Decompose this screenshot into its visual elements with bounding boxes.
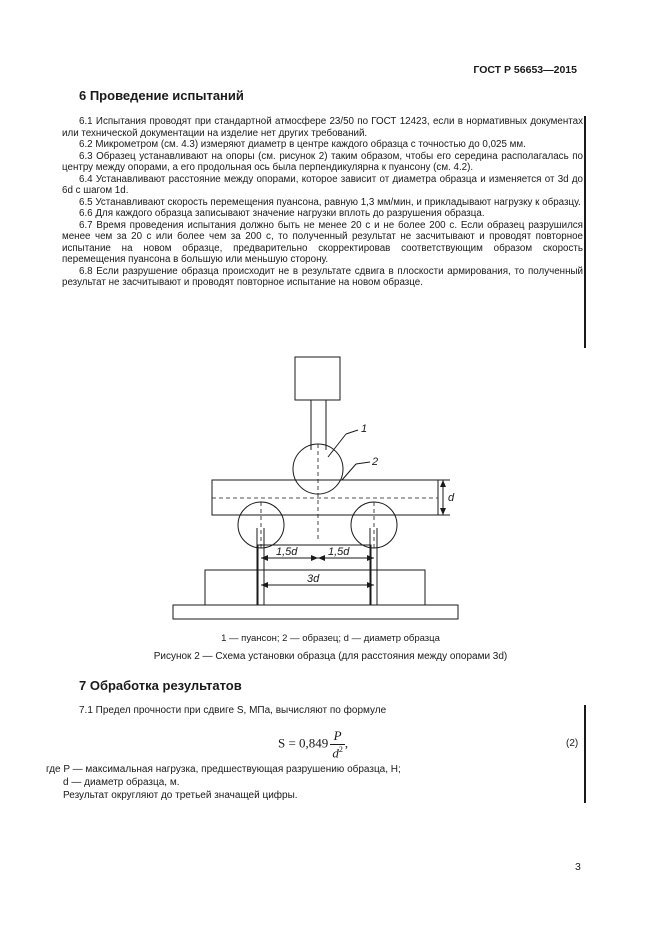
paragraph: 6.1 Испытания проводят при стандартной атмосфере 23/50 по ГОСТ 12423, если в нормативных документах или технической документации на изделие нет других требований. — [62, 116, 583, 139]
formula-trail: , — [344, 735, 349, 751]
definition-line: где P — максимальная нагрузка, предшествующая разрушению образца, Н; — [46, 764, 401, 775]
section-7-title: 7 Обработка результатов — [79, 678, 242, 693]
rounding-note: Результат округляют до третьей значащей цифры. — [63, 790, 298, 801]
definition-line: d — диаметр образца, м. — [63, 777, 180, 788]
punch-body — [295, 357, 340, 400]
label-diameter: d — [448, 492, 455, 504]
section-6-title: 6 Проведение испытаний — [79, 88, 244, 103]
paragraph: 6.5 Устанавливают скорость перемещения пуансона, равную 1,3 мм/мин, и прикладывают нагрузку к образцу. — [79, 196, 581, 208]
label-punch: 1 — [361, 423, 368, 435]
paragraph: 6.4 Устанавливают расстояние между опорами, которое зависит от диаметра образца и изменяется от 3d до 6d с шагом 1d. — [62, 173, 583, 196]
paragraph: 6.6 Для каждого образца записывают значение нагрузки вплоть до разрушения образца. — [79, 208, 485, 219]
formula-intro: 7.1 Предел прочности при сдвиге S, МПа, вычисляют по формуле — [79, 705, 387, 716]
figure-2 — [160, 352, 505, 637]
formula-lhs: S = 0,849 — [278, 735, 329, 751]
formula-definitions — [46, 763, 401, 802]
formula-numerator: P — [330, 728, 345, 745]
paragraph: 6.7 Время проведения испытания должно быть не менее 20 с и не более 200 с. Если образец разрушился менее чем за 20 с или более чем за 200 с, то полученный результат не засчитывают и проводят повторное испытание на новом образце, предварительно скорректировав соответствующим образом скорость перемещения пуансона в большую или меньшую сторону. — [62, 219, 583, 265]
figure-legend: 1 — пуансон; 2 — образец; d — диаметр образца — [221, 633, 440, 644]
formula-exponent: 2 — [338, 745, 343, 754]
formula-fraction — [330, 728, 345, 761]
paragraph: 6.3 Образец устанавливают на опоры (см. рисунок 2) таким образом, чтобы его середина располагалась по центру между опорами, а его продольная ось была перпендикулярна к пуансону (см. 4.2). — [62, 150, 583, 173]
formula-denominator: d — [332, 745, 339, 761]
page-number: 3 — [575, 861, 581, 873]
figure-caption: Рисунок 2 — Схема установки образца (для расстояния между опорами 3d) — [153, 651, 508, 662]
label-half-span-right: 1,5d — [328, 546, 350, 558]
paragraph: 6.2 Микрометром (см. 4.3) измеряют диаметр в центре каждого образца с точностью до 0,025 мм. — [79, 139, 526, 150]
label-half-span-left: 1,5d — [276, 546, 298, 558]
label-sample: 2 — [372, 456, 379, 468]
document-header: ГОСТ Р 56653—2015 — [473, 64, 577, 76]
test-setup-diagram — [160, 352, 505, 632]
change-bar — [584, 116, 586, 348]
sample-bar — [212, 480, 438, 515]
change-bar — [584, 705, 586, 803]
paragraph: 6.8 Если разрушение образца происходит не в результате сдвига в плоскости армирования, то полученный результат не засчитывают и проводят повторное испытание на новом образце. — [62, 265, 583, 288]
section-6-body — [62, 116, 583, 289]
base-plate — [173, 605, 458, 619]
equation-number: (2) — [566, 738, 579, 749]
shear-strength-formula — [278, 728, 348, 761]
label-span: 3d — [307, 573, 320, 585]
